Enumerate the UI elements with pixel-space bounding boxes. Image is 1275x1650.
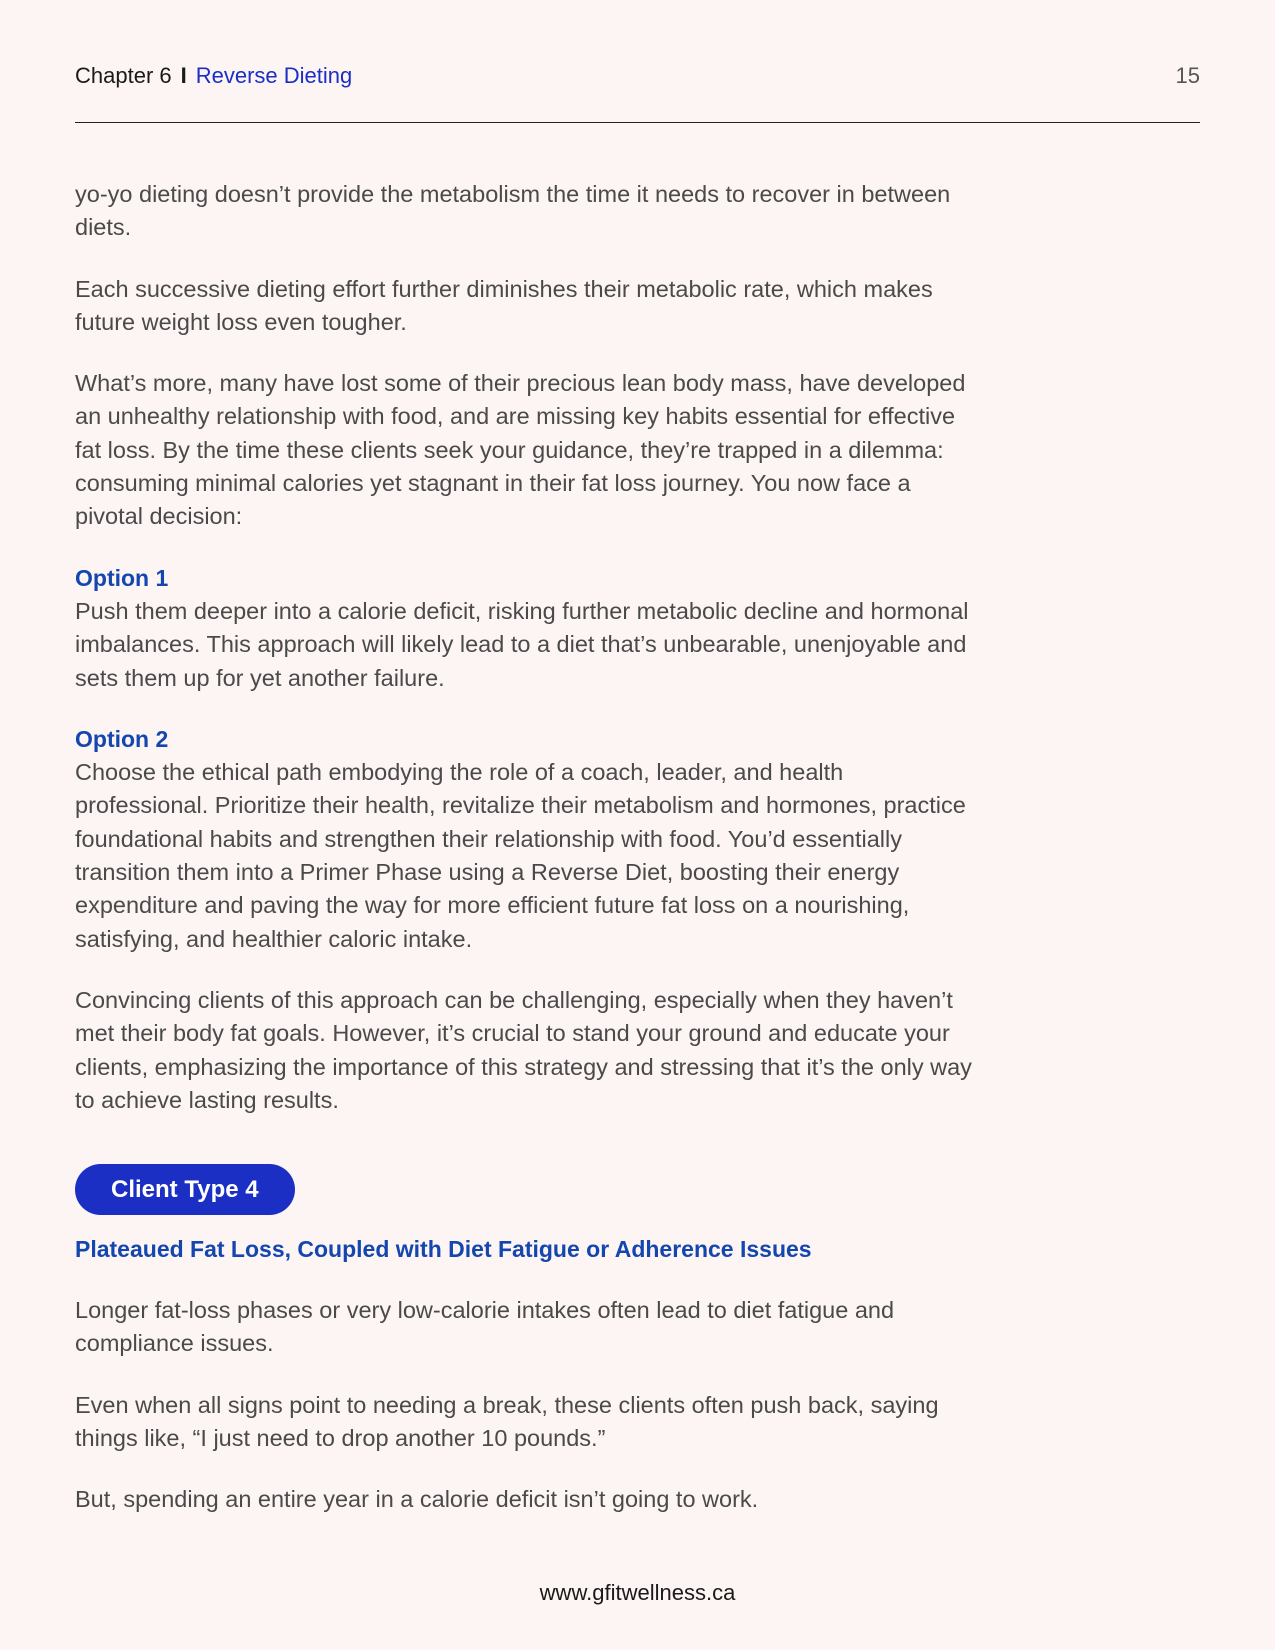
chapter-label: Chapter 6	[75, 63, 172, 88]
client-type-badge: Client Type 4	[75, 1164, 295, 1215]
body-paragraph: Each successive dieting effort further diminishes their metabolic rate, which makes future weight loss even tougher.	[75, 275, 933, 335]
section-title: Reverse Dieting	[195, 63, 353, 88]
footer-website: www.gfitwellness.ca	[539, 1580, 736, 1605]
body-paragraph: Convincing clients of this approach can be challenging, especially when they haven’t met their body fat goals. However, it’s crucial to stand your ground and educate your clients, emphasizing the importance of this strategy and stressing that it’s the only way to achieve lasting results.	[75, 986, 972, 1113]
option-2-text: Choose the ethical path embodying the role of a coach, leader, and health professional. Prioritize their health, revitalize their metabolism and hormones, practice foundational habits and strengthen their relationship with food. You’d essentially transition them into a Primer Phase using a Reverse Diet, boosting their energy expenditure and paving the way for more efficient future fat loss on a nourishing, satisfying, and healthier caloric intake.	[75, 759, 966, 952]
header-divider	[75, 122, 1200, 123]
client-type-subheading: Plateaued Fat Loss, Coupled with Diet Fatigue or Adherence Issues	[75, 1236, 812, 1263]
body-paragraph: What’s more, many have lost some of their precious lean body mass, have developed an unhealthy relationship with food, and are missing key habits essential for effective fat loss. By the time these clients seek your guidance, they’re trapped in a dilemma: consuming minimal calories yet stagnant in their fat loss journey. You now face a pivotal decision:	[75, 370, 966, 530]
option-2-title: Option 2	[75, 725, 169, 752]
body-paragraph: yo-yo dieting doesn’t provide the metabolism the time it needs to recover in between diets.	[75, 181, 951, 241]
option-1-title: Option 1	[75, 564, 169, 591]
header-separator: I	[180, 63, 187, 88]
page-number: 15	[1175, 63, 1200, 88]
page-body	[75, 178, 975, 1545]
page-header	[75, 62, 1200, 90]
body-paragraph: Even when all signs point to needing a break, these clients often push back, saying things like, “I just need to drop another 10 pounds.”	[75, 1391, 939, 1452]
option-1-text: Push them deeper into a calorie deficit, risking further metabolic decline and hormonal imbalances. This approach will likely lead to a diet that’s unbearable, unenjoyable and sets them up for yet another failure.	[75, 597, 969, 691]
body-paragraph: But, spending an entire year in a calorie deficit isn’t going to work.	[75, 1486, 759, 1513]
body-paragraph: Longer fat-loss phases or very low-calorie intakes often lead to diet fatigue and compliance issues.	[75, 1297, 895, 1357]
